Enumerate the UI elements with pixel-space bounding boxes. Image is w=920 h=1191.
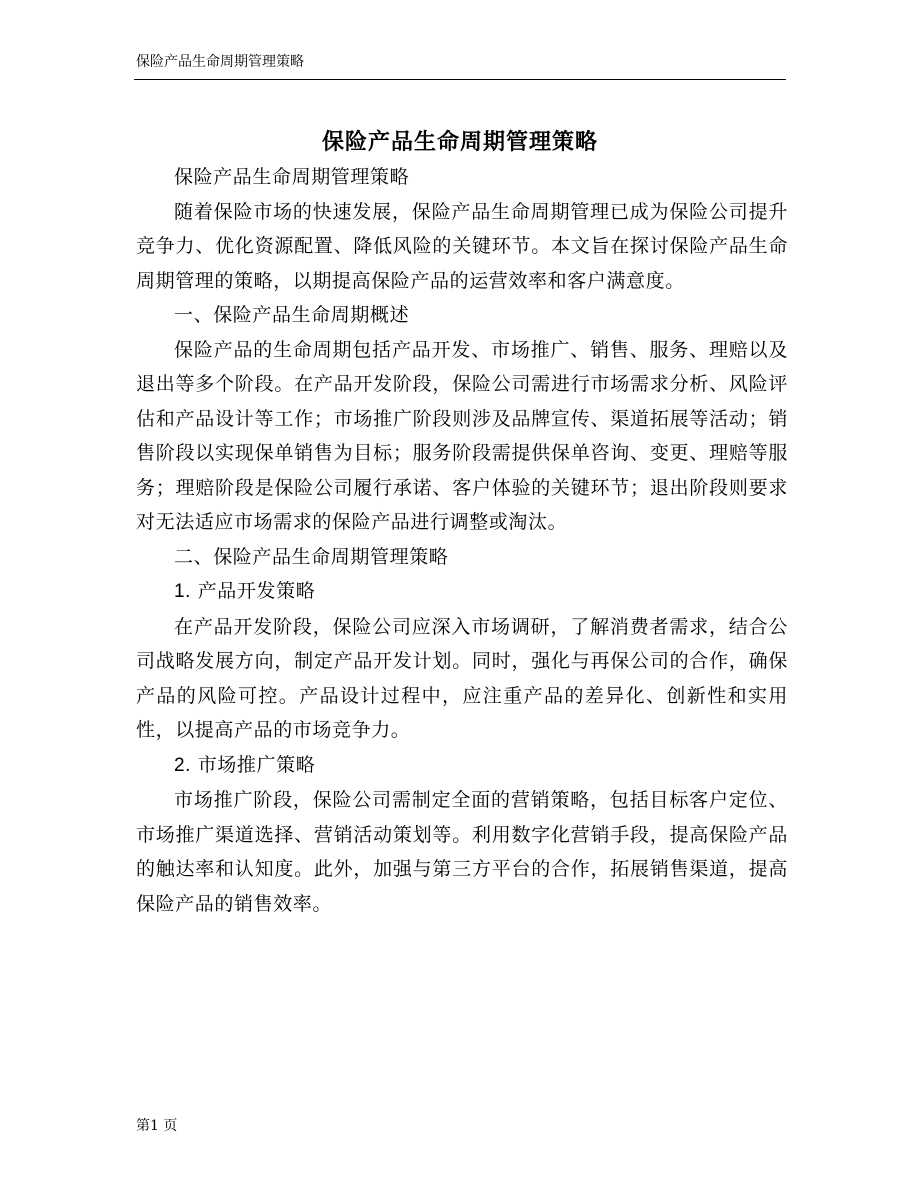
subsection1-number: 1.: [174, 581, 192, 602]
subsection1-heading: [136, 574, 788, 610]
section1-heading: 一、保险产品生命周期概述: [174, 304, 410, 326]
intro-paragraph: 随着保险市场的快速发展，保险产品生命周期管理已成为保险公司提升竞争力、优化资源配置、降低风险的关键环节。本文旨在探讨保险产品生命周期管理的策略，以期提高保险产品的运营效率和客户满意度。: [136, 200, 788, 292]
subsection2-paragraph: 市场推广阶段，保险公司需制定全面的营销策略，包括目标客户定位、市场推广渠道选择、营销活动策划等。利用数字化营销手段，提高保险产品的触达率和认知度。此外，加强与第三方平台的合作，拓展销售渠道，提高保险产品的销售效率。: [136, 789, 788, 915]
document-body: [136, 160, 788, 921]
subsection2-number: 2.: [174, 754, 192, 776]
section1-paragraph: 保险产品的生命周期包括产品开发、市场推广、销售、服务、理赔以及退出等多个阶段。在产品开发阶段，保险公司需进行市场需求分析、风险评估和产品设计等工作；市场推广阶段则涉及品牌宣传、渠道拓展等活动；销售阶段以实现保单销售为目标；服务阶段需提供保单咨询、变更、理赔等服务；理赔阶段是保险公司履行承诺、客户体验的关键环节；退出阶段则要求对无法适应市场需求的保险产品进行调整或淘汰。: [136, 338, 788, 533]
header-divider: [134, 79, 786, 80]
subsection2-heading: [136, 748, 788, 784]
subsection1-paragraph: 在产品开发阶段，保险公司应深入市场调研，了解消费者需求，结合公司战略发展方向，制定产品开发计划。同时，强化与再保公司的合作，确保产品的风险可控。产品设计过程中，应注重产品的差异化、创新性和实用性，以提高产品的市场竞争力。: [136, 615, 788, 741]
page-number: 第1 页: [136, 1118, 178, 1134]
subtitle-line: 保险产品生命周期管理策略: [174, 166, 410, 188]
running-header: 保险产品生命周期管理策略: [136, 54, 304, 70]
document-title: 保险产品生命周期管理策略: [321, 129, 598, 155]
subsection1-title: 产品开发策略: [197, 580, 316, 602]
subsection2-title: 市场推广策略: [197, 753, 316, 776]
section2-heading: 二、保险产品生命周期管理策略: [174, 545, 449, 568]
